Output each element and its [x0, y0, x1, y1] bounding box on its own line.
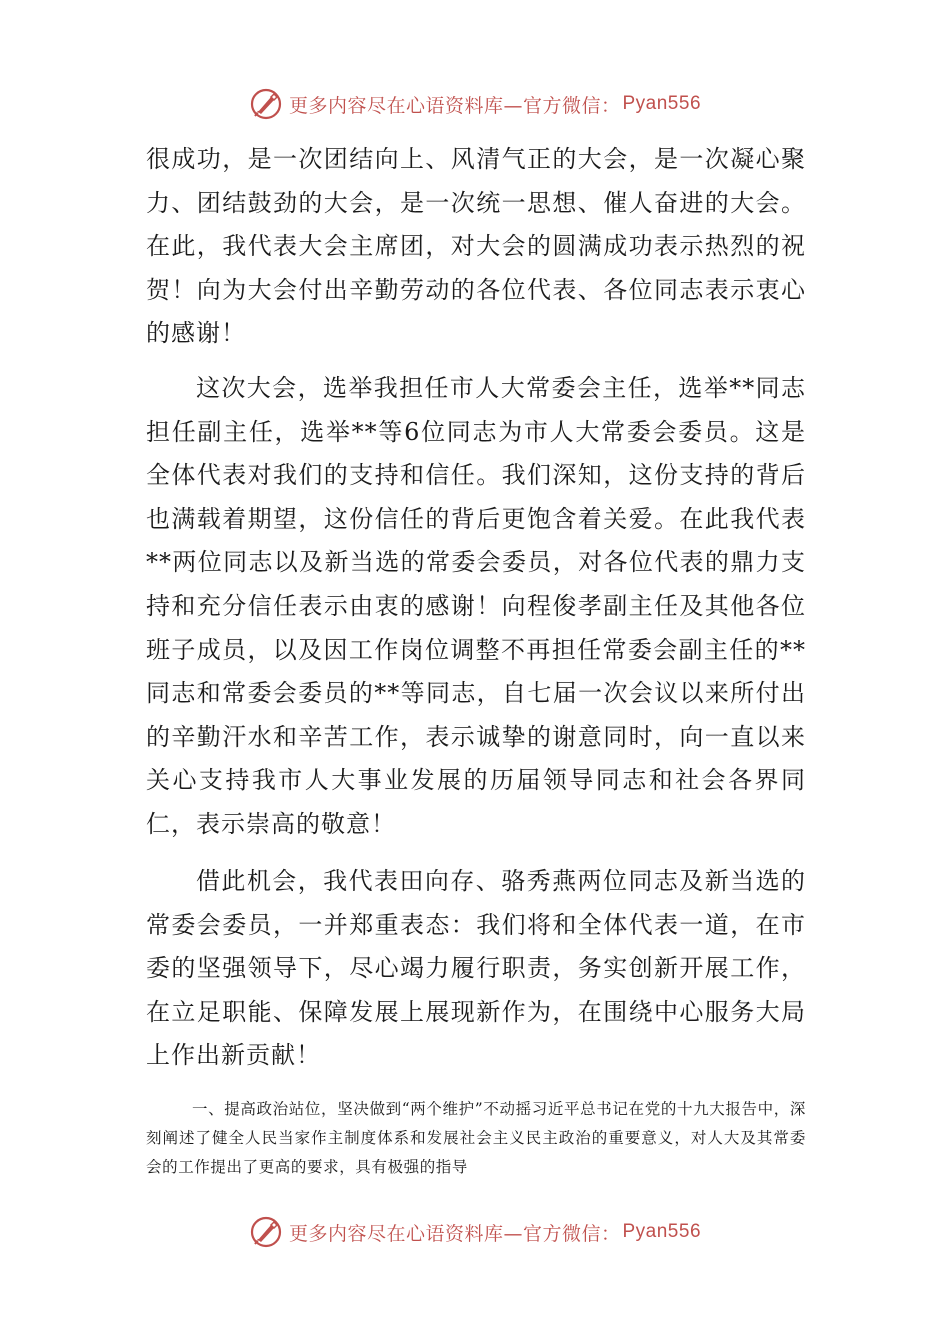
- watermark-label: 更多内容尽在心语资料库—官方微信：: [288, 94, 621, 117]
- pen-logo-icon: [249, 1215, 283, 1249]
- footnote-block: [146, 1095, 806, 1182]
- watermark-header: [0, 84, 950, 124]
- watermark-handle: Pyan556: [622, 93, 702, 114]
- watermark-footer: [0, 1212, 950, 1252]
- paragraph-1: 很成功，是一次团结向上、风清气正的大会，是一次凝心聚力、团结鼓劲的大会，是一次统一思想、催人奋进的大会。在此，我代表大会主席团，对大会的圆满成功表示热烈的祝贺！向为大会付出辛勤劳动的各位代表、各位同志表示衷心的感谢！: [146, 145, 806, 348]
- footnote-text: 一、提高政治站位，坚决做到“两个维护”不动摇习近平总书记在党的十九大报告中，深刻阐述了健全人民当家作主制度体系和发展社会主义民主政治的重要意义，对人大及其常委会的工作提出了更高的要求，具有极强的指导: [146, 1100, 806, 1176]
- pen-logo-icon: [249, 87, 283, 121]
- watermark-label: 更多内容尽在心语资料库—官方微信：: [288, 1222, 621, 1245]
- paragraph-3: 借此机会，我代表田向存、骆秀燕两位同志及新当选的常委会委员，一并郑重表态：我们将和全体代表一道，在市委的坚强领导下，尽心竭力履行职责，务实创新开展工作，在立足职能、保障发展上展现新作为，在围绕中心服务大局上作出新贡献！: [146, 867, 806, 1070]
- watermark-handle: Pyan556: [622, 1221, 702, 1242]
- paragraph-2: 这次大会，选举我担任市人大常委会主任，选举**同志担任副主任，选举**等6位同志为市人大常委会委员。这是全体代表对我们的支持和信任。我们深知，这份支持的背后也满载着期望，这份信任的背后更饱含着关爱。在此我代表**两位同志以及新当选的常委会委员，对各位代表的鼎力支持和充分信任表示由衷的感谢！向程俊孝副主任及其他各位班子成员，以及因工作岗位调整不再担任常委会副主任的**同志和常委会委员的**等同志，自七届一次会议以来所付出的辛勤汗水和辛苦工作，表示诚挚的谢意同时，向一直以来关心支持我市人大事业发展的历届领导同志和社会各界同仁，表示崇高的敬意！: [146, 374, 806, 838]
